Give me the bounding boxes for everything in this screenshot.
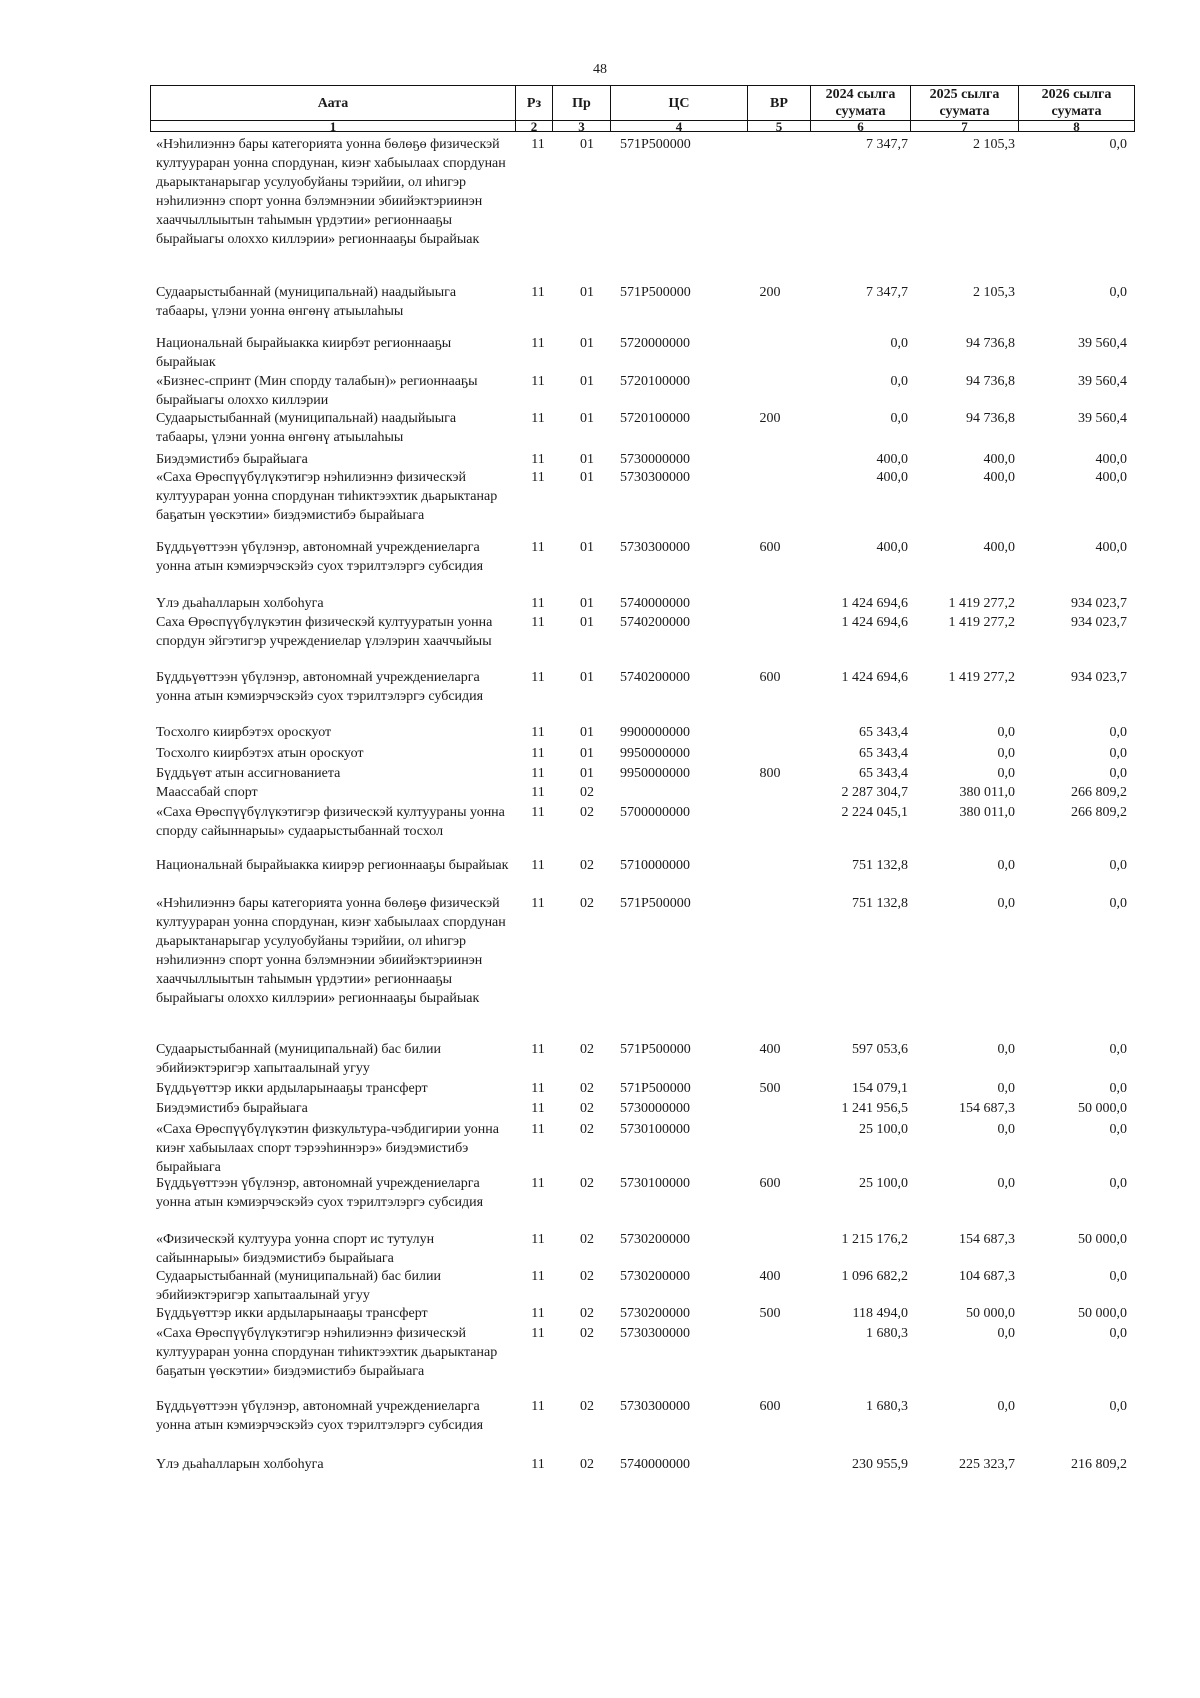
cell-y2024: 65 343,4 bbox=[859, 725, 908, 740]
cell-rz: 11 bbox=[531, 725, 545, 740]
cell-name: Биэдэмистибэ бырайыага bbox=[156, 452, 308, 467]
cell-cs: 5730200000 bbox=[620, 1232, 690, 1247]
cell-pr: 02 bbox=[580, 1326, 594, 1341]
cell-y2025: 0,0 bbox=[997, 1176, 1015, 1191]
cell-y2024: 0,0 bbox=[890, 374, 908, 389]
cell-pr: 02 bbox=[580, 1399, 594, 1414]
cell-cs: 5700000000 bbox=[620, 805, 690, 820]
cell-pr: 02 bbox=[580, 805, 594, 820]
cell-cs: 5730300000 bbox=[620, 540, 690, 555]
cell-name: «Саха Өрөспүүбүлүкэтин физкультура-чэбдигирии уонна киэҥ хабыылаах спорт тэрээһиннэрэ» биэдэмистибэ бырайыага bbox=[156, 1122, 499, 1175]
cell-name: «Физическэй култуура уонна спорт ис тутулун сайыннарыы» биэдэмистибэ бырайыага bbox=[156, 1232, 435, 1266]
cell-y2026: 400,0 bbox=[1095, 540, 1127, 555]
cell-vr: 200 bbox=[759, 285, 781, 300]
cell-y2025: 0,0 bbox=[997, 766, 1015, 781]
cell-pr: 01 bbox=[580, 452, 594, 467]
cell-y2025: 0,0 bbox=[997, 1042, 1015, 1057]
cell-cs: 571P500000 bbox=[620, 1081, 691, 1096]
cell-rz: 11 bbox=[531, 540, 545, 555]
cell-rz: 11 bbox=[531, 766, 545, 781]
cell-y2024: 1 241 956,5 bbox=[841, 1101, 908, 1116]
cell-pr: 01 bbox=[580, 615, 594, 630]
cell-y2026: 934 023,7 bbox=[1071, 596, 1127, 611]
cell-name: Биэдэмистибэ бырайыага bbox=[156, 1101, 308, 1116]
cell-y2025: 400,0 bbox=[983, 452, 1015, 467]
cell-rz: 11 bbox=[531, 670, 545, 685]
cell-name: Үлэ дьаһалларын холбоһуга bbox=[156, 596, 324, 611]
cell-cs: 5710000000 bbox=[620, 858, 690, 873]
cell-y2024: 400,0 bbox=[876, 452, 908, 467]
column-number: 5 bbox=[747, 120, 810, 131]
cell-y2026: 216 809,2 bbox=[1071, 1457, 1127, 1472]
cell-rz: 11 bbox=[531, 1306, 545, 1321]
cell-y2025: 1 419 277,2 bbox=[948, 670, 1015, 685]
header-2024: 2024 сылга суумата bbox=[810, 86, 910, 120]
cell-y2025: 0,0 bbox=[997, 1326, 1015, 1341]
column-number: 6 bbox=[810, 120, 910, 131]
cell-pr: 02 bbox=[580, 1306, 594, 1321]
cell-pr: 01 bbox=[580, 411, 594, 426]
cell-name: Судаарыстыбаннай (муниципальнай) бас билии эбийиэктэригэр хапытаалынай угуу bbox=[156, 1269, 442, 1303]
cell-name: Бүддьүөттэр икки ардыларынааҕы трансферт bbox=[156, 1306, 428, 1321]
header-cs: ЦС bbox=[610, 86, 747, 120]
cell-vr: 800 bbox=[759, 766, 781, 781]
cell-rz: 11 bbox=[531, 785, 545, 800]
cell-y2026: 0,0 bbox=[1109, 1081, 1127, 1096]
cell-y2025: 94 736,8 bbox=[966, 336, 1015, 351]
cell-pr: 01 bbox=[580, 285, 594, 300]
cell-y2026: 0,0 bbox=[1109, 1326, 1127, 1341]
cell-y2026: 0,0 bbox=[1109, 285, 1127, 300]
header-name: Аата bbox=[317, 95, 349, 111]
cell-pr: 02 bbox=[580, 1081, 594, 1096]
cell-rz: 11 bbox=[531, 596, 545, 611]
cell-y2025: 1 419 277,2 bbox=[948, 615, 1015, 630]
cell-vr: 600 bbox=[759, 1176, 781, 1191]
cell-y2026: 50 000,0 bbox=[1078, 1306, 1127, 1321]
cell-y2025: 2 105,3 bbox=[973, 137, 1015, 152]
cell-name: Саха Өрөспүүбүлүкэтин физическэй култууратын уонна спордун эйгэтигэр учреждениелар үлэлэрин хааччыйыы bbox=[156, 615, 493, 649]
cell-y2025: 94 736,8 bbox=[966, 411, 1015, 426]
header-2026: 2026 сылга суумата bbox=[1018, 86, 1134, 120]
cell-name: Национальнай бырайыакка киирбэт регионнааҕы бырайыак bbox=[156, 336, 452, 370]
cell-name: Бүддьүөт атын ассигнованиета bbox=[156, 766, 341, 781]
cell-name: Национальнай бырайыакка киирэр регионнааҕы бырайыак bbox=[156, 858, 509, 873]
column-number: 8 bbox=[1018, 120, 1134, 131]
cell-y2026: 400,0 bbox=[1095, 470, 1127, 485]
cell-y2024: 65 343,4 bbox=[859, 766, 908, 781]
cell-pr: 02 bbox=[580, 858, 594, 873]
cell-y2025: 0,0 bbox=[997, 746, 1015, 761]
cell-rz: 11 bbox=[531, 336, 545, 351]
cell-name: «Саха Өрөспүүбүлүкэтигэр нэһилиэннэ физическэй култуураран уонна спордунан тиһиктээхтик дьарыктанар баҕатын үөскэтии» биэдэмистибэ бырайыага bbox=[156, 470, 498, 523]
cell-cs: 5730000000 bbox=[620, 452, 690, 467]
cell-cs: 9950000000 bbox=[620, 746, 690, 761]
cell-vr: 200 bbox=[759, 411, 781, 426]
cell-y2025: 0,0 bbox=[997, 1399, 1015, 1414]
cell-rz: 11 bbox=[531, 1122, 545, 1137]
cell-y2024: 400,0 bbox=[876, 470, 908, 485]
cell-name: Судаарыстыбаннай (муниципальнай) бас билии эбийиэктэригэр хапытаалынай угуу bbox=[156, 1042, 442, 1076]
cell-rz: 11 bbox=[531, 805, 545, 820]
cell-cs: 571P500000 bbox=[620, 896, 691, 911]
cell-cs: 5730300000 bbox=[620, 1399, 690, 1414]
cell-y2025: 0,0 bbox=[997, 858, 1015, 873]
cell-y2025: 50 000,0 bbox=[966, 1306, 1015, 1321]
cell-rz: 11 bbox=[531, 858, 545, 873]
cell-y2024: 65 343,4 bbox=[859, 746, 908, 761]
column-number: 7 bbox=[910, 120, 1018, 131]
cell-rz: 11 bbox=[531, 746, 545, 761]
cell-name: Судаарыстыбаннай (муниципальнай) наадыйыыга табаары, үлэни уонна өнгөнү атыылаһыы bbox=[156, 411, 457, 445]
cell-y2025: 0,0 bbox=[997, 896, 1015, 911]
cell-y2025: 94 736,8 bbox=[966, 374, 1015, 389]
cell-y2024: 1 424 694,6 bbox=[841, 615, 908, 630]
cell-pr: 01 bbox=[580, 766, 594, 781]
cell-name: Бүддьүөттээн үбүлэнэр, автономнай учреждениеларга уонна атын кэмиэрчэскэйэ суох тэрилтэлэргэ субсидия bbox=[156, 540, 484, 574]
cell-rz: 11 bbox=[531, 1042, 545, 1057]
header-rz: Рз bbox=[515, 86, 552, 120]
cell-y2024: 118 494,0 bbox=[852, 1306, 908, 1321]
cell-pr: 02 bbox=[580, 896, 594, 911]
cell-name: «Саха Өрөспүүбүлүкэтигэр физическэй култуураны уонна спорду сайыннарыы» судаарыстыбаннай тосхол bbox=[156, 805, 505, 839]
cell-rz: 11 bbox=[531, 1457, 545, 1472]
cell-y2026: 0,0 bbox=[1109, 746, 1127, 761]
cell-name: «Нэһилиэннэ бары категорията уонна бөлөҕө физическэй култуураран уонна спордунан, киэҥ хабыылаах спордунан дьарыктанарыгар усулуобуйаны тэрийии, ол иһигэр нэһилиэннэ спорт уонна бэлэмнэнии эбиийэктэриинэн хааччыллыытын таһымын үрдэтии» регионнааҕы бырайыагы олоххо киллэрии» регионнааҕы бырайыак bbox=[156, 896, 506, 1006]
cell-rz: 11 bbox=[531, 411, 545, 426]
cell-rz: 11 bbox=[531, 1326, 545, 1341]
cell-y2024: 230 955,9 bbox=[852, 1457, 908, 1472]
cell-y2024: 2 287 304,7 bbox=[841, 785, 908, 800]
page-number: 48 bbox=[593, 62, 607, 77]
cell-name: Судаарыстыбаннай (муниципальнай) наадыйыыга табаары, үлэни уонна өнгөнү атыылаһыы bbox=[156, 285, 457, 319]
cell-rz: 11 bbox=[531, 896, 545, 911]
cell-pr: 01 bbox=[580, 596, 594, 611]
cell-rz: 11 bbox=[531, 374, 545, 389]
cell-vr: 600 bbox=[759, 540, 781, 555]
cell-name: «Нэһилиэннэ бары категорията уонна бөлөҕө физическэй култуураран уонна спордунан, киэҥ хабыылаах спордунан дьарыктанарыгар усулуобуйаны тэрийии, ол иһигэр нэһилиэннэ спорт уонна бэлэмнэнии эбиийэктэриинэн хааччыллыытын таһымын үрдэтии» регионнааҕы бырайыагы олоххо киллэрии» регионнааҕы бырайыак bbox=[156, 137, 506, 247]
cell-cs: 571P500000 bbox=[620, 137, 691, 152]
cell-cs: 5740000000 bbox=[620, 1457, 690, 1472]
cell-y2026: 39 560,4 bbox=[1078, 374, 1127, 389]
cell-name: «Саха Өрөспүүбүлүкэтигэр нэһилиэннэ физическэй култуураран уонна спордунан тиһиктээхтик дьарыктанар баҕатын үөскэтии» биэдэмистибэ бырайыага bbox=[156, 1326, 498, 1379]
cell-y2025: 104 687,3 bbox=[959, 1269, 1015, 1284]
cell-cs: 5730300000 bbox=[620, 470, 690, 485]
cell-y2026: 39 560,4 bbox=[1078, 336, 1127, 351]
cell-y2026: 0,0 bbox=[1109, 1269, 1127, 1284]
cell-y2024: 400,0 bbox=[876, 540, 908, 555]
cell-pr: 01 bbox=[580, 336, 594, 351]
cell-y2026: 39 560,4 bbox=[1078, 411, 1127, 426]
cell-pr: 02 bbox=[580, 1101, 594, 1116]
cell-name: Үлэ дьаһалларын холбоһуга bbox=[156, 1457, 324, 1472]
cell-name: Тосхолго киирбэтэх ороскуот bbox=[156, 725, 332, 740]
cell-cs: 5730100000 bbox=[620, 1176, 690, 1191]
cell-pr: 01 bbox=[580, 670, 594, 685]
column-number: 4 bbox=[610, 120, 747, 131]
cell-y2024: 1 424 694,6 bbox=[841, 670, 908, 685]
cell-pr: 02 bbox=[580, 1042, 594, 1057]
cell-y2026: 50 000,0 bbox=[1078, 1232, 1127, 1247]
cell-y2026: 0,0 bbox=[1109, 858, 1127, 873]
cell-vr: 500 bbox=[759, 1306, 781, 1321]
cell-y2025: 225 323,7 bbox=[959, 1457, 1015, 1472]
cell-y2026: 266 809,2 bbox=[1071, 785, 1127, 800]
cell-y2026: 0,0 bbox=[1109, 725, 1127, 740]
cell-pr: 01 bbox=[580, 137, 594, 152]
cell-name: «Бизнес-спринт (Мин спорду талабын)» регионнааҕы бырайыагы олоххо киллэрии bbox=[156, 374, 478, 408]
cell-y2025: 2 105,3 bbox=[973, 285, 1015, 300]
cell-rz: 11 bbox=[531, 1269, 545, 1284]
cell-y2025: 0,0 bbox=[997, 1122, 1015, 1137]
cell-name: Тосхолго киирбэтэх атын ороскуот bbox=[156, 746, 364, 761]
cell-y2026: 0,0 bbox=[1109, 1122, 1127, 1137]
header-vr: ВР bbox=[747, 86, 810, 120]
cell-y2026: 50 000,0 bbox=[1078, 1101, 1127, 1116]
cell-cs: 5730300000 bbox=[620, 1326, 690, 1341]
cell-rz: 11 bbox=[531, 615, 545, 630]
cell-rz: 11 bbox=[531, 1176, 545, 1191]
cell-y2026: 266 809,2 bbox=[1071, 805, 1127, 820]
cell-cs: 9950000000 bbox=[620, 766, 690, 781]
cell-y2026: 0,0 bbox=[1109, 766, 1127, 781]
cell-rz: 11 bbox=[531, 137, 545, 152]
cell-name: Бүддьүөттээн үбүлэнэр, автономнай учреждениеларга уонна атын кэмиэрчэскэйэ суох тэрилтэлэргэ субсидия bbox=[156, 1399, 484, 1433]
cell-y2025: 0,0 bbox=[997, 725, 1015, 740]
cell-cs: 5720000000 bbox=[620, 336, 690, 351]
cell-pr: 01 bbox=[580, 725, 594, 740]
cell-y2024: 2 224 045,1 bbox=[841, 805, 908, 820]
cell-rz: 11 bbox=[531, 470, 545, 485]
cell-y2026: 0,0 bbox=[1109, 896, 1127, 911]
cell-y2025: 400,0 bbox=[983, 540, 1015, 555]
cell-y2024: 751 132,8 bbox=[852, 858, 908, 873]
cell-cs: 5730000000 bbox=[620, 1101, 690, 1116]
cell-rz: 11 bbox=[531, 285, 545, 300]
cell-y2024: 597 053,6 bbox=[852, 1042, 908, 1057]
cell-cs: 5740000000 bbox=[620, 596, 690, 611]
header-pr: Пр bbox=[552, 86, 610, 120]
cell-name: Бүддьүөттэр икки ардыларынааҕы трансферт bbox=[156, 1081, 428, 1096]
cell-rz: 11 bbox=[531, 452, 545, 467]
cell-y2024: 0,0 bbox=[890, 336, 908, 351]
cell-pr: 02 bbox=[580, 1176, 594, 1191]
cell-cs: 571P500000 bbox=[620, 285, 691, 300]
cell-rz: 11 bbox=[531, 1232, 545, 1247]
cell-name: Маассабай спорт bbox=[156, 785, 258, 800]
header-2025: 2025 сылга суумата bbox=[910, 86, 1018, 120]
cell-cs: 5720100000 bbox=[620, 411, 690, 426]
cell-cs: 5740200000 bbox=[620, 615, 690, 630]
cell-y2024: 0,0 bbox=[890, 411, 908, 426]
cell-y2024: 1 680,3 bbox=[866, 1326, 908, 1341]
column-number: 3 bbox=[552, 120, 610, 131]
cell-y2025: 0,0 bbox=[997, 1081, 1015, 1096]
cell-y2026: 934 023,7 bbox=[1071, 615, 1127, 630]
cell-vr: 400 bbox=[759, 1042, 781, 1057]
cell-pr: 02 bbox=[580, 1232, 594, 1247]
cell-vr: 600 bbox=[759, 670, 781, 685]
cell-pr: 01 bbox=[580, 540, 594, 555]
cell-cs: 5730100000 bbox=[620, 1122, 690, 1137]
cell-pr: 02 bbox=[580, 1269, 594, 1284]
cell-y2026: 0,0 bbox=[1109, 1176, 1127, 1191]
cell-vr: 600 bbox=[759, 1399, 781, 1414]
cell-y2026: 0,0 bbox=[1109, 1399, 1127, 1414]
cell-y2025: 380 011,0 bbox=[959, 805, 1015, 820]
cell-name: Бүддьүөттээн үбүлэнэр, автономнай учреждениеларга уонна атын кэмиэрчэскэйэ суох тэрилтэлэргэ субсидия bbox=[156, 1176, 484, 1210]
cell-pr: 01 bbox=[580, 470, 594, 485]
cell-y2024: 154 079,1 bbox=[852, 1081, 908, 1096]
cell-pr: 01 bbox=[580, 374, 594, 389]
cell-y2024: 7 347,7 bbox=[866, 137, 908, 152]
cell-y2025: 380 011,0 bbox=[959, 785, 1015, 800]
cell-y2025: 154 687,3 bbox=[959, 1232, 1015, 1247]
cell-y2024: 751 132,8 bbox=[852, 896, 908, 911]
column-number: 1 bbox=[151, 120, 515, 131]
cell-y2024: 1 215 176,2 bbox=[841, 1232, 908, 1247]
cell-y2026: 934 023,7 bbox=[1071, 670, 1127, 685]
cell-cs: 5740200000 bbox=[620, 670, 690, 685]
cell-y2025: 400,0 bbox=[983, 470, 1015, 485]
cell-cs: 9900000000 bbox=[620, 725, 690, 740]
cell-y2024: 1 096 682,2 bbox=[841, 1269, 908, 1284]
cell-y2025: 154 687,3 bbox=[959, 1101, 1015, 1116]
cell-y2024: 25 100,0 bbox=[859, 1176, 908, 1191]
cell-rz: 11 bbox=[531, 1399, 545, 1414]
column-number: 2 bbox=[515, 120, 552, 131]
cell-name: Бүддьүөттээн үбүлэнэр, автономнай учреждениеларга уонна атын кэмиэрчэскэйэ суох тэрилтэлэргэ субсидия bbox=[156, 670, 484, 704]
cell-y2024: 7 347,7 bbox=[866, 285, 908, 300]
cell-y2026: 400,0 bbox=[1095, 452, 1127, 467]
cell-y2026: 0,0 bbox=[1109, 137, 1127, 152]
cell-vr: 400 bbox=[759, 1269, 781, 1284]
cell-pr: 02 bbox=[580, 1457, 594, 1472]
cell-y2026: 0,0 bbox=[1109, 1042, 1127, 1057]
cell-y2025: 1 419 277,2 bbox=[948, 596, 1015, 611]
cell-rz: 11 bbox=[531, 1081, 545, 1096]
cell-cs: 5730200000 bbox=[620, 1306, 690, 1321]
cell-pr: 01 bbox=[580, 746, 594, 761]
cell-pr: 02 bbox=[580, 1122, 594, 1137]
cell-rz: 11 bbox=[531, 1101, 545, 1116]
cell-vr: 500 bbox=[759, 1081, 781, 1096]
cell-y2024: 1 680,3 bbox=[866, 1399, 908, 1414]
cell-cs: 5720100000 bbox=[620, 374, 690, 389]
cell-pr: 02 bbox=[580, 785, 594, 800]
cell-y2024: 25 100,0 bbox=[859, 1122, 908, 1137]
cell-cs: 5730200000 bbox=[620, 1269, 690, 1284]
cell-cs: 571P500000 bbox=[620, 1042, 691, 1057]
cell-y2024: 1 424 694,6 bbox=[841, 596, 908, 611]
